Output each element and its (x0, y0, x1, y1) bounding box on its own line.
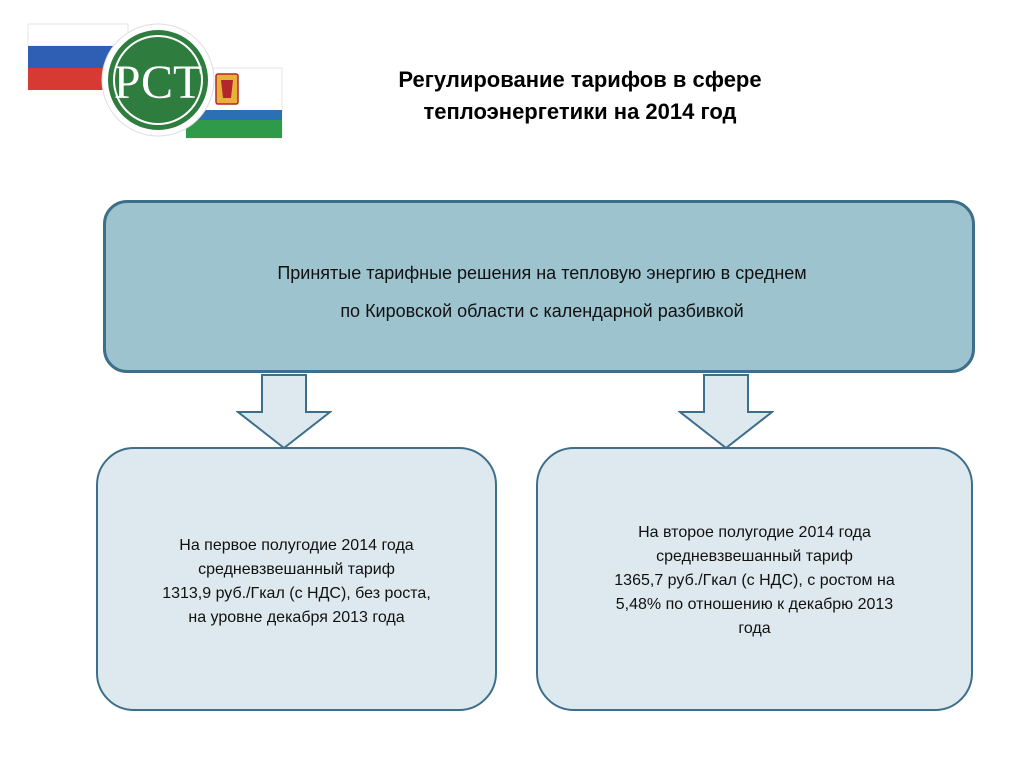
rst-emblem-icon (102, 24, 214, 136)
second-half-text (556, 521, 953, 641)
summary-text (0, 254, 1024, 330)
title-line-1: Регулирование тарифов в сфере (398, 67, 762, 92)
first-half-line-4: на уровне декабря 2013 года (188, 609, 405, 626)
logo-text: РСТ (113, 56, 203, 109)
second-half-line-3: 1365,7 руб./Гкал (с НДС), с ростом на (614, 572, 895, 589)
second-half-line-4: 5,48% по отношению к декабрю 2013 (615, 596, 894, 613)
down-arrow-left-icon (236, 374, 332, 450)
first-half-line-3: 1313,9 руб./Гкал (с НДС), без роста, (162, 585, 431, 602)
second-half-line-2: средневзвешанный тариф (656, 548, 853, 565)
rst-logo (26, 18, 286, 143)
logo-group (26, 18, 286, 143)
second-half-line-5: года (738, 620, 771, 637)
second-half-line-1: На второе полугодие 2014 года (638, 524, 871, 541)
summary-line-1: Принятые тарифные решения на тепловую энергию в среднем (277, 263, 807, 283)
summary-line-2: по Кировской области с календарной разбивкой (340, 301, 744, 321)
first-half-line-1: На первое полугодие 2014 года (179, 537, 414, 554)
first-half-line-2: средневзвешанный тариф (198, 561, 395, 578)
page-title (350, 64, 810, 128)
title-line-2: теплоэнергетики на 2014 год (423, 99, 737, 124)
down-arrow-right-icon (678, 374, 774, 450)
first-half-text (96, 534, 497, 630)
